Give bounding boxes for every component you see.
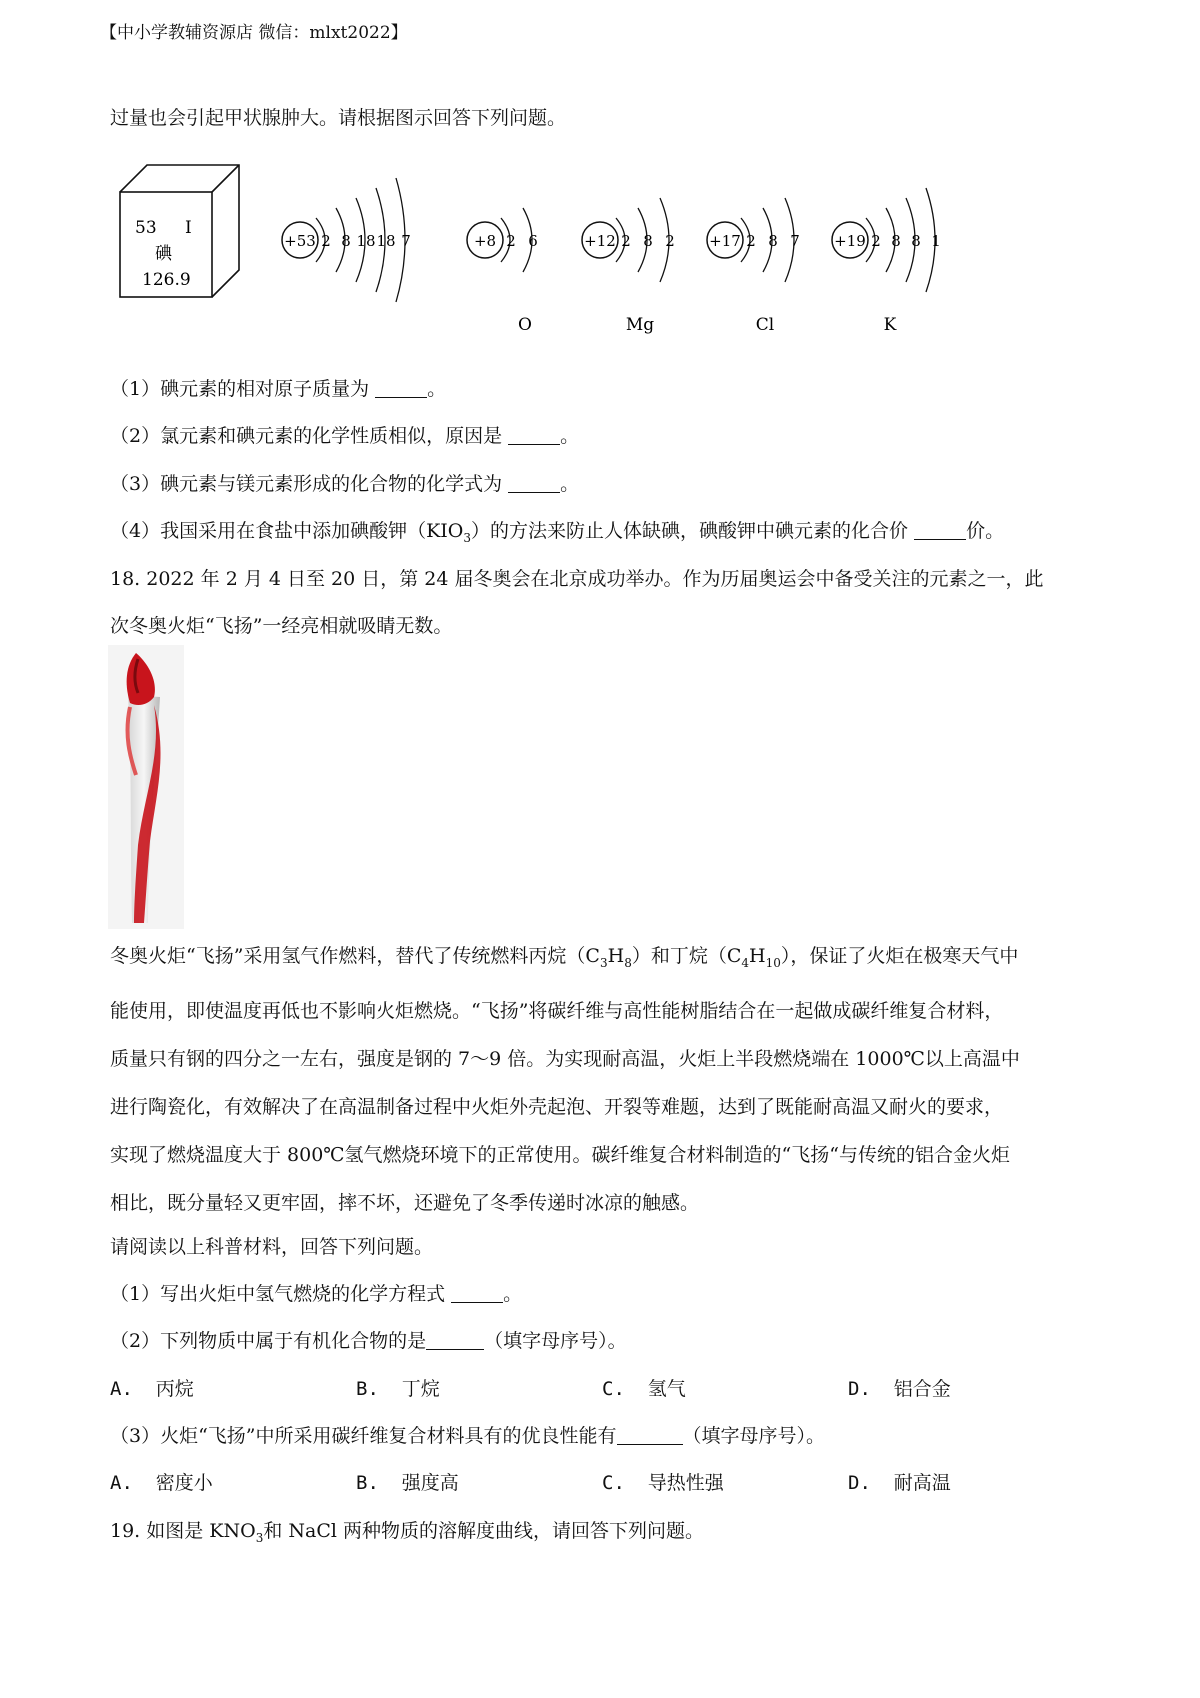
q18-part1 [110,1279,522,1306]
q18-line2: 次冬奥火炬“飞扬”一经亮相就吸睛无数。 [110,615,453,637]
q17-part1-end: 。 [427,378,447,400]
shell-electron-count: 18 [356,232,376,250]
shell-electron-count: 18 [376,232,396,250]
q17-part3-text: （3）碘元素与镁元素形成的化合物的化学式为 [110,473,503,495]
shell-electron-count: 2 [621,232,631,250]
shell-electron-count: 8 [891,232,901,250]
q19-text-b: 和 NaCl 两种物质的溶解度曲线，请回答下列问题。 [263,1520,704,1542]
q17-part4-text-b: ）的方法来防止人体缺碘，碘酸钾中碘元素的化合价 [471,520,909,542]
passage-line2: 能使用，即使温度再低也不影响火炬燃烧。“飞扬”将碳纤维与高性能树脂结合在一起做成碳纤维复合材料， [110,999,1004,1022]
nucleus-charge: +19 [834,232,866,250]
atom-structure [467,208,538,335]
q18-passage [110,932,1110,1227]
option-d[interactable]: D. 铝合金 [848,1378,951,1400]
shell-electron-count: 2 [665,232,675,250]
q18-part2-text: （2）下列物质中属于有机化合物的是 [110,1330,427,1352]
q18-part3-text: （3）火炬“飞扬”中所采用碳纤维复合材料具有的优良性能有 [110,1425,617,1447]
element-symbol-label: Mg [625,315,655,335]
answer-blank[interactable] [914,521,966,540]
q17-part1-text: （1）碘元素的相对原子质量为 [110,378,370,400]
atom-structure [582,198,675,335]
shell-electron-count: 2 [321,232,331,250]
element-symbol-label: Cl [755,315,775,335]
answer-blank[interactable] [426,1331,484,1350]
q18-part3-end: （填字母序号）。 [682,1425,826,1447]
q17-part3-end: 。 [560,473,580,495]
nucleus-charge: +53 [284,232,316,250]
passage-line6: 相比，既分量轻又更牢固，摔不坏，还避免了冬季传递时冰凉的触感。 [110,1191,700,1214]
atomic-structure-diagram [110,150,970,350]
passage-line5: 实现了燃烧温度大于 800℃氢气燃烧环境下的正常使用。碳纤维复合材料制造的“飞扬“与传统的铝合金火炬 [110,1143,1010,1166]
q17-part2-end: 。 [560,425,580,447]
option-a[interactable]: A. 密度小 [110,1472,213,1494]
nucleus-charge: +17 [709,232,741,250]
shell-electron-count: 7 [401,232,411,250]
shell-electron-count: 6 [528,232,538,250]
shell-electron-count: 2 [871,232,881,250]
option-c[interactable]: C. 氢气 [602,1378,686,1400]
q18-line1: 18. 2022 年 2 月 4 日至 20 日，第 24 届冬奥会在北京成功举办。作为历届奥运会中备受关注的元素之一，此 [110,568,1044,590]
q18-part2 [110,1326,627,1353]
answer-blank[interactable] [375,379,427,398]
passage-line4: 进行陶瓷化，有效解决了在高温制备过程中火炬外壳起泡、开裂等难题，达到了既能耐高温又耐火的要求， [110,1095,1004,1118]
q19-text-a: 19. 如图是 KNO [110,1520,256,1542]
element-mass: 126.9 [142,270,191,290]
atom-structure [282,178,411,302]
shell-electron-count: 7 [790,232,800,250]
q17-part1 [110,374,446,401]
q17-part3 [110,469,579,496]
shell-electron-count: 1 [931,232,941,250]
answer-blank[interactable] [617,1426,683,1445]
q17-part2 [110,421,579,448]
passage-line3: 质量只有钢的四分之一左右，强度是钢的 7～9 倍。为实现耐高温，火炬上半段燃烧端在 1000℃以上高温中 [110,1047,1020,1070]
option-a[interactable]: A. 丙烷 [110,1378,194,1400]
answer-blank[interactable] [508,426,560,445]
shell-electron-count: 8 [911,232,921,250]
q18-part1-end: 。 [503,1283,523,1305]
nucleus-charge: +12 [584,232,616,250]
page-header: 【中小学教辅资源店 微信：mlxt2022】 [100,23,408,43]
q18-part2-end: （填字母序号）。 [484,1330,627,1352]
answer-blank[interactable] [508,474,560,493]
shell-electron-count: 8 [768,232,778,250]
intro-line: 过量也会引起甲状腺肿大。请根据图示回答下列问题。 [110,107,567,129]
q19-line [110,1516,704,1545]
q18-prompt: 请阅读以上科普材料，回答下列问题。 [110,1236,434,1258]
option-d[interactable]: D. 耐高温 [848,1472,951,1494]
q17-part4-text-a: （4）我国采用在食盐中添加碘酸钾（KIO [110,520,464,542]
element-symbol: I [185,218,192,238]
atom-structure [832,188,941,335]
shell-electron-count: 2 [746,232,756,250]
winter-olympics-torch-image [108,645,184,929]
q19-sub: 3 [255,1530,264,1545]
q17-part2-text: （2）氯元素和碘元素的化学性质相似，原因是 [110,425,503,447]
q17-part4 [110,516,1004,545]
q17-part4-sub: 3 [463,530,472,545]
atom-structure [707,198,800,335]
shell-electron-count: 2 [506,232,516,250]
element-symbol-label: K [883,315,897,335]
element-name: 碘 [155,244,172,264]
nucleus-charge: +8 [473,232,497,250]
option-b[interactable]: B. 强度高 [356,1472,459,1494]
shell-electron-count: 8 [341,232,351,250]
shell-electron-count: 8 [643,232,653,250]
q18-part1-text: （1）写出火炬中氢气燃烧的化学方程式 [110,1283,446,1305]
q18-part3-options [110,1468,1110,1495]
q18-part2-options [110,1374,1110,1401]
passage-line1: 冬奥火炬“飞扬”采用氢气作燃料，替代了传统燃料丙烷$(C_3H_8)$和丁烷$(C_4H_{10})$，保证了火炬在极寒天气中 [110,945,1019,970]
element-number: 53 [135,218,157,238]
option-c[interactable]: C. 导热性强 [602,1472,724,1494]
option-b[interactable]: B. 丁烷 [356,1378,440,1400]
answer-blank[interactable] [451,1284,503,1303]
q18-part3 [110,1421,825,1448]
q17-part4-end: 价。 [966,520,1005,542]
element-symbol-label: O [518,315,532,335]
